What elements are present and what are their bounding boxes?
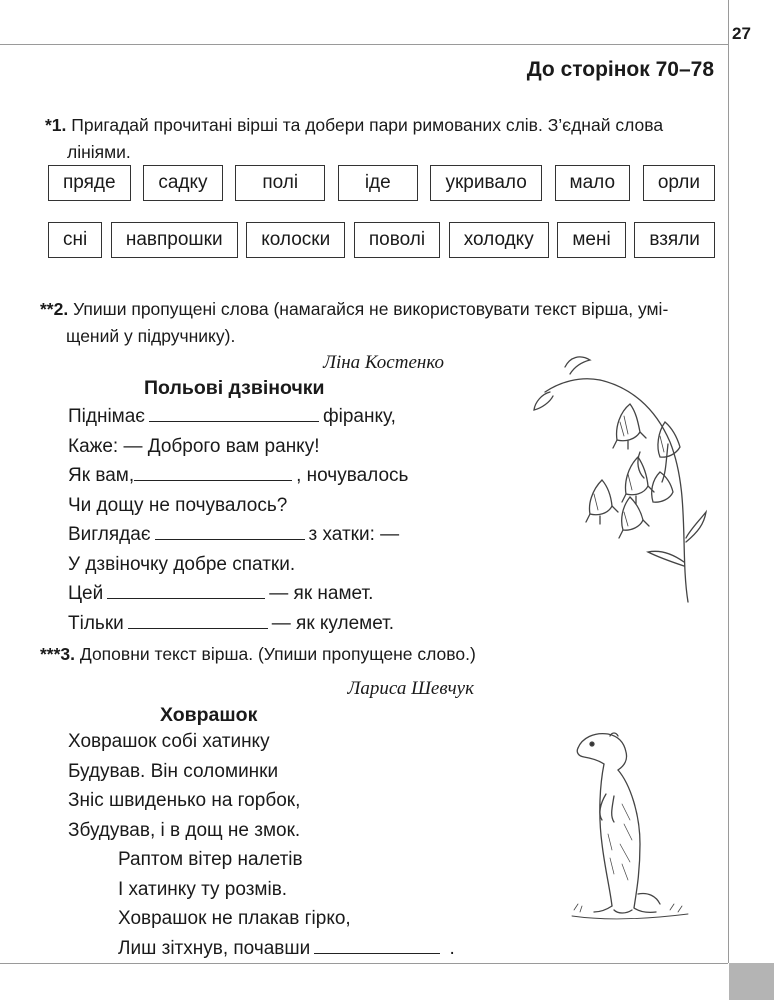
word-box[interactable]: колоски	[246, 222, 345, 258]
poem2-line-last: Лиш зітхнув, почавши .	[118, 937, 455, 959]
word-box[interactable]: пряде	[48, 165, 131, 201]
word-box[interactable]: сні	[48, 222, 102, 258]
task1-instruction	[45, 112, 715, 166]
word-box[interactable]: садку	[143, 165, 222, 201]
task2-text: Упиши пропущені слова (намагайся не використовувати текст вірша, умі-	[73, 299, 669, 319]
poem2-title: Ховрашок	[160, 704, 258, 726]
task1-text-cont: лініями.	[67, 142, 131, 162]
word-box-row-2	[48, 222, 715, 258]
poem1-line: Чи дощу не почувалось?	[68, 494, 288, 516]
section-title: До сторінок 70–78	[526, 58, 714, 81]
task2-text-cont: щений у підручнику).	[66, 326, 236, 346]
fill-in-blank[interactable]	[134, 464, 292, 481]
bottom-rule	[0, 963, 728, 964]
poem1-line: Цей — як намет.	[68, 583, 374, 604]
task3-instruction	[40, 641, 715, 668]
bluebell-illustration	[520, 352, 710, 604]
poem1-title: Польові дзвіночки	[144, 377, 325, 399]
poem2-body	[68, 727, 455, 963]
fill-in-blank[interactable]	[149, 405, 319, 422]
poem2-line: Раптом вітер налетів	[118, 849, 303, 870]
task3-marker: ***3.	[40, 644, 76, 664]
word-box[interactable]: полі	[235, 165, 325, 201]
task2-marker: **2.	[40, 299, 69, 319]
word-box[interactable]: навпрошки	[111, 222, 238, 258]
right-margin-rule	[728, 0, 729, 963]
poem2-line: Ховрашок собі хатинку	[68, 731, 270, 752]
poem1-body	[68, 402, 408, 638]
poem2-line: Будував. Він соломинки	[68, 760, 279, 782]
fill-in-blank[interactable]	[128, 612, 268, 629]
poem2-line: Зніс швиденько на горбок,	[68, 790, 301, 811]
fill-in-blank[interactable]	[155, 523, 305, 540]
fill-in-blank[interactable]	[107, 582, 265, 599]
poem1-line: Як вам, , ночувалось	[68, 465, 409, 486]
poem1-line: Тільки — як кулемет.	[68, 612, 395, 634]
poem2-line: І хатинку ту розмів.	[118, 878, 288, 900]
task2-instruction	[40, 296, 715, 350]
poem2-author: Лариса Шевчук	[347, 678, 474, 699]
task3-text: Доповни текст вірша. (Упиши пропущене слово.)	[79, 644, 476, 664]
fill-in-blank[interactable]	[314, 937, 440, 954]
word-box[interactable]: мені	[557, 222, 625, 258]
word-box[interactable]: взяли	[634, 222, 715, 258]
word-box[interactable]: холодку	[449, 222, 549, 258]
poem1-author: Ліна Костенко	[323, 352, 444, 373]
word-box[interactable]: іде	[338, 165, 418, 201]
top-rule	[0, 44, 728, 45]
word-box-row-1	[48, 165, 715, 201]
word-box[interactable]: орли	[643, 165, 715, 201]
poem1-line: У дзвіночку добре спатки.	[68, 553, 296, 575]
poem2-line: Збудував, і в дощ не змок.	[68, 819, 301, 841]
page-corner-tab	[729, 963, 774, 1000]
page-number: 27	[732, 24, 751, 43]
word-box[interactable]: поволі	[354, 222, 440, 258]
poem2-line: Ховрашок не плакав гірко,	[118, 908, 351, 929]
word-box[interactable]: мало	[555, 165, 631, 201]
task1-text: Пригадай прочитані вірші та добери пари римованих слів. З’єднай слова	[71, 115, 664, 135]
word-box[interactable]: укривало	[430, 165, 541, 201]
poem1-line: Піднімає фіранку,	[68, 406, 396, 427]
poem1-line: Каже: — Доброго вам ранку!	[68, 435, 320, 457]
poem1-line: Виглядає з хатки: —	[68, 524, 400, 545]
task1-marker: *1.	[45, 115, 67, 135]
gopher-illustration	[570, 724, 690, 924]
